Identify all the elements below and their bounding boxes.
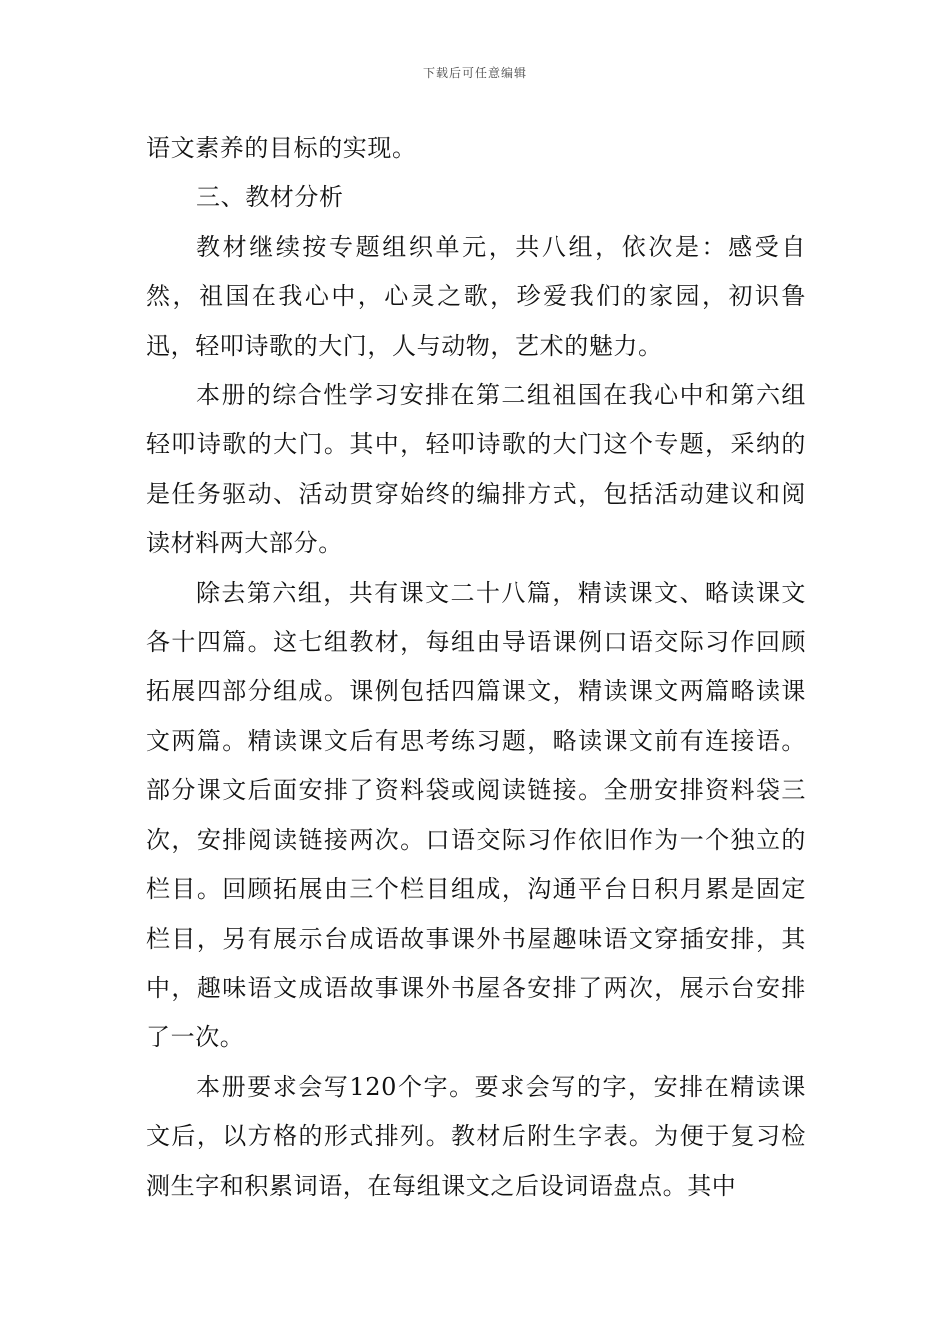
paragraph-continuation: 语文素养的目标的实现。 bbox=[146, 134, 417, 162]
paragraph: 除去第六组，共有课文二十八篇，精读课文、略读课文各十四篇。这七组教材，每组由导语课例口语交际习作回顾拓展四部分组成。课例包括四篇课文，精读课文两篇略读课文两篇。精读课文后有思考练习题，略读课文前有连接语。部分课文后面安排了资料袋或阅读链接。全册安排资料袋三次，安排阅读链接两次。口语交际习作依旧作为一个独立的栏目。回顾拓展由三个栏目组成，沟通平台日积月累是固定栏目，另有展示台成语故事课外书屋趣味语文穿插安排，其中，趣味语文成语故事课外书屋各安排了两次，展示台安排了一次。 bbox=[146, 578, 806, 1052]
header-note: 下载后可任意编辑 bbox=[422, 66, 527, 80]
paragraph: 本册要求会写120个字。要求会写的字，安排在精读课文后，以方格的形式排列。教材后附生字表。为便于复习检测生字和积累词语，在每组课文之后设词语盘点。其中 bbox=[146, 1072, 806, 1200]
section-heading: 三、教材分析 bbox=[196, 183, 344, 212]
paragraph: 本册的综合性学习安排在第二组祖国在我心中和第六组轻叩诗歌的大门。其中，轻叩诗歌的大门这个专题，采纳的是任务驱动、活动贯穿始终的编排方式，包括活动建议和阅读材料两大部分。 bbox=[146, 381, 806, 558]
document-body bbox=[146, 124, 806, 1211]
paragraph: 教材继续按专题组织单元，共八组，依次是：感受自然，祖国在我心中，心灵之歌，珍爱我们的家园，初识鲁迅，轻叩诗歌的大门，人与动物，艺术的魅力。 bbox=[146, 232, 806, 360]
